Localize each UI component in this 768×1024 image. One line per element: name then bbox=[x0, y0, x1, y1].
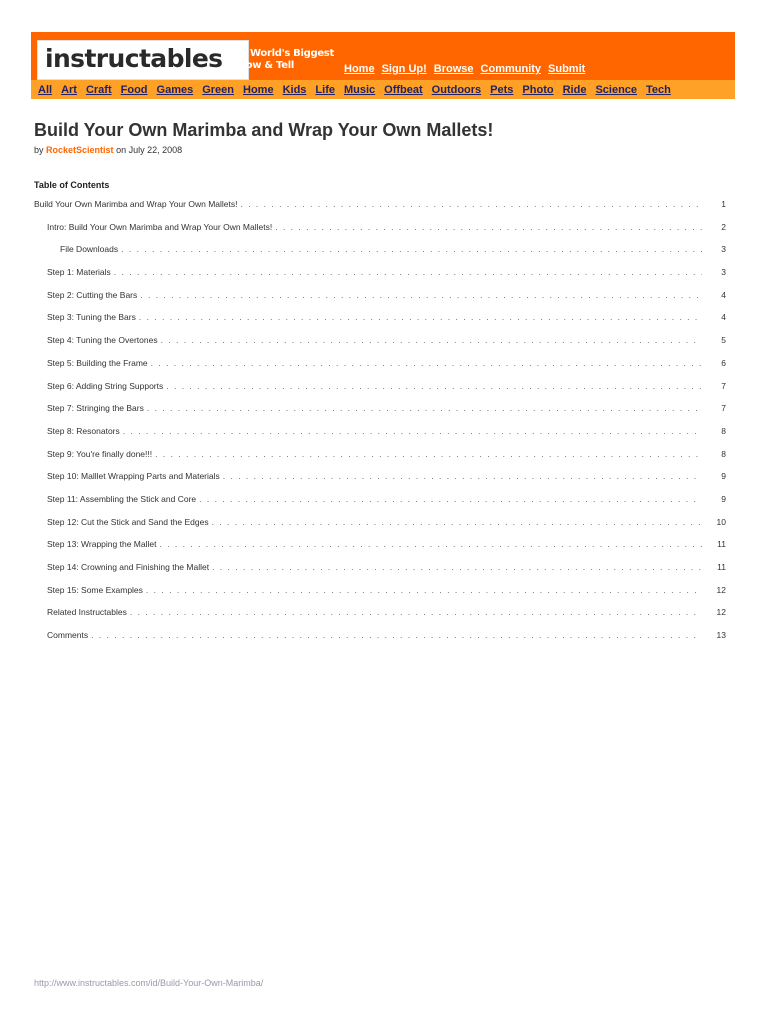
toc-entry[interactable] bbox=[34, 471, 726, 494]
category-link-food[interactable]: Food bbox=[120, 83, 148, 96]
toc-entry-label: Step 12: Cut the Stick and Sand the Edges bbox=[47, 516, 209, 527]
publish-date: on July 22, 2008 bbox=[116, 145, 183, 155]
category-link-photo[interactable]: Photo bbox=[522, 83, 554, 96]
toc-entry-label: Step 3: Tuning the Bars bbox=[47, 312, 136, 323]
toc-entry-page: 12 bbox=[716, 584, 726, 595]
toc-entry-label: Related Instructables bbox=[47, 607, 127, 618]
toc-entry-page: 2 bbox=[721, 221, 726, 232]
toc-dot-leader bbox=[223, 471, 702, 481]
toc-dot-leader bbox=[140, 290, 702, 300]
category-link-craft[interactable]: Craft bbox=[85, 83, 112, 96]
nav-link-browse[interactable]: Browse bbox=[433, 63, 474, 75]
nav-link-submit[interactable]: Submit bbox=[548, 63, 586, 75]
site-header-banner bbox=[31, 32, 735, 99]
toc-dot-leader bbox=[212, 562, 702, 572]
toc-entry-label: Step 14: Crowning and Finishing the Mallet bbox=[47, 562, 210, 572]
toc-entry-label: Step 9: You're finally done!!! bbox=[47, 448, 153, 459]
toc-entry-label: Step 4: Tuning the Overtones bbox=[47, 335, 158, 346]
toc-entry-label: Build Your Own Marimba and Wrap Your Own Mallets! bbox=[34, 199, 238, 209]
toc-entry[interactable] bbox=[34, 585, 726, 608]
toc-entry-label: Step 7: Stringing the Bars bbox=[47, 403, 144, 414]
toc-entry[interactable] bbox=[34, 517, 726, 540]
site-logo[interactable] bbox=[37, 40, 249, 80]
category-nav bbox=[31, 80, 735, 99]
toc-entry-label: Step 11: Assembling the Stick and Core bbox=[47, 493, 197, 504]
toc-entry[interactable] bbox=[34, 290, 726, 313]
toc-dot-leader bbox=[114, 267, 702, 277]
byline-prefix: by bbox=[34, 145, 44, 155]
toc-dot-leader bbox=[147, 403, 702, 413]
toc-entry[interactable] bbox=[34, 607, 726, 630]
tagline-line1: The World's Biggest bbox=[227, 48, 334, 59]
toc-entry-label: Step 8: Resonators bbox=[47, 425, 120, 436]
toc-entry-page: 11 bbox=[717, 539, 726, 550]
category-link-green[interactable]: Green bbox=[202, 83, 235, 96]
toc-entry-page: 7 bbox=[721, 403, 726, 414]
toc-entry-page: 11 bbox=[717, 562, 726, 572]
toc-entry[interactable] bbox=[34, 267, 726, 290]
toc-entry-page: 5 bbox=[721, 335, 726, 346]
toc-entry-label: Step 10: Malllet Wrapping Parts and Materials bbox=[47, 471, 220, 482]
toc-entry-page: 8 bbox=[721, 425, 726, 436]
toc-entry[interactable] bbox=[34, 358, 726, 381]
toc-entry-page: 7 bbox=[721, 380, 726, 391]
toc-entry[interactable] bbox=[34, 562, 726, 585]
toc-entry[interactable] bbox=[34, 335, 726, 358]
category-link-ride[interactable]: Ride bbox=[562, 83, 587, 96]
toc-entry-label: File Downloads bbox=[60, 244, 119, 255]
toc-entry-page: 3 bbox=[721, 244, 726, 255]
toc-dot-leader bbox=[161, 335, 702, 345]
toc-heading: Table of Contents bbox=[34, 180, 110, 190]
table-of-contents bbox=[34, 199, 726, 653]
toc-dot-leader bbox=[212, 517, 702, 527]
toc-entry[interactable] bbox=[34, 539, 726, 562]
toc-dot-leader bbox=[155, 449, 702, 459]
toc-dot-leader bbox=[91, 630, 702, 640]
toc-entry[interactable] bbox=[34, 222, 726, 245]
nav-link-home[interactable]: Home bbox=[344, 63, 375, 75]
category-link-pets[interactable]: Pets bbox=[490, 83, 514, 96]
toc-dot-leader bbox=[151, 358, 702, 368]
toc-dot-leader bbox=[121, 244, 702, 254]
toc-entry[interactable] bbox=[34, 449, 726, 472]
toc-dot-leader bbox=[166, 381, 702, 391]
toc-dot-leader bbox=[199, 494, 702, 504]
toc-entry-label: Intro: Build Your Own Marimba and Wrap Your Own Mallets! bbox=[47, 221, 273, 232]
nav-link-community[interactable]: Community bbox=[480, 63, 542, 75]
toc-entry[interactable] bbox=[34, 199, 726, 222]
nav-link-sign-up[interactable]: Sign Up! bbox=[381, 63, 427, 75]
category-link-outdoors[interactable]: Outdoors bbox=[431, 83, 482, 96]
toc-entry-page: 6 bbox=[721, 357, 726, 368]
author-link[interactable]: RocketScientist bbox=[46, 145, 114, 155]
category-link-art[interactable]: Art bbox=[61, 83, 77, 96]
category-link-life[interactable]: Life bbox=[315, 83, 335, 96]
tagline-line2: Show & Tell bbox=[232, 60, 294, 71]
category-link-tech[interactable]: Tech bbox=[646, 83, 671, 96]
toc-entry[interactable] bbox=[34, 244, 726, 267]
toc-dot-leader bbox=[159, 539, 702, 549]
toc-entry-label: Step 13: Wrapping the Mallet bbox=[47, 539, 157, 550]
article-title: Build Your Own Marimba and Wrap Your Own Mallets! bbox=[34, 120, 494, 140]
toc-entry[interactable] bbox=[34, 426, 726, 449]
toc-entry-page: 12 bbox=[716, 607, 726, 618]
toc-entry-label: Comments bbox=[47, 630, 89, 641]
footer-url[interactable]: http://www.instructables.com/id/Build-Your-Own-Marimba/ bbox=[34, 978, 264, 988]
toc-entry-page: 9 bbox=[721, 471, 726, 482]
top-nav bbox=[344, 63, 585, 75]
toc-entry-page: 10 bbox=[716, 516, 726, 527]
toc-dot-leader bbox=[240, 199, 702, 209]
toc-entry-page: 4 bbox=[721, 312, 726, 323]
category-link-kids[interactable]: Kids bbox=[282, 83, 307, 96]
toc-entry-label: Step 6: Adding String Supports bbox=[47, 380, 164, 391]
toc-entry-label: Step 15: Some Examples bbox=[47, 584, 143, 595]
category-link-science[interactable]: Science bbox=[595, 83, 638, 96]
logo-text: instructables bbox=[45, 44, 223, 73]
toc-entry-page: 8 bbox=[721, 448, 726, 459]
toc-entry[interactable] bbox=[34, 494, 726, 517]
category-link-music[interactable]: Music bbox=[343, 83, 376, 96]
toc-entry-page: 4 bbox=[721, 289, 726, 300]
toc-entry[interactable] bbox=[34, 312, 726, 335]
toc-entry[interactable] bbox=[34, 381, 726, 404]
toc-dot-leader bbox=[275, 222, 702, 232]
toc-entry-label: Step 1: Materials bbox=[47, 267, 111, 278]
toc-entry[interactable] bbox=[34, 403, 726, 426]
toc-entry-label: Step 2: Cutting the Bars bbox=[47, 289, 138, 300]
toc-dot-leader bbox=[130, 607, 702, 617]
category-link-offbeat[interactable]: Offbeat bbox=[384, 83, 423, 96]
article-byline bbox=[34, 145, 182, 155]
toc-dot-leader bbox=[146, 585, 702, 595]
toc-entry-page: 9 bbox=[721, 493, 726, 504]
toc-dot-leader bbox=[139, 312, 702, 322]
category-link-home[interactable]: Home bbox=[243, 83, 274, 96]
category-link-all[interactable]: All bbox=[38, 83, 53, 96]
toc-entry-label: Step 5: Building the Frame bbox=[47, 357, 148, 368]
toc-entry-page: 13 bbox=[716, 630, 726, 641]
site-tagline bbox=[227, 48, 334, 72]
toc-entry[interactable] bbox=[34, 630, 726, 653]
toc-entry-page: 3 bbox=[721, 267, 726, 278]
toc-entry-page: 1 bbox=[721, 199, 726, 209]
toc-dot-leader bbox=[123, 426, 702, 436]
category-link-games[interactable]: Games bbox=[156, 83, 194, 96]
